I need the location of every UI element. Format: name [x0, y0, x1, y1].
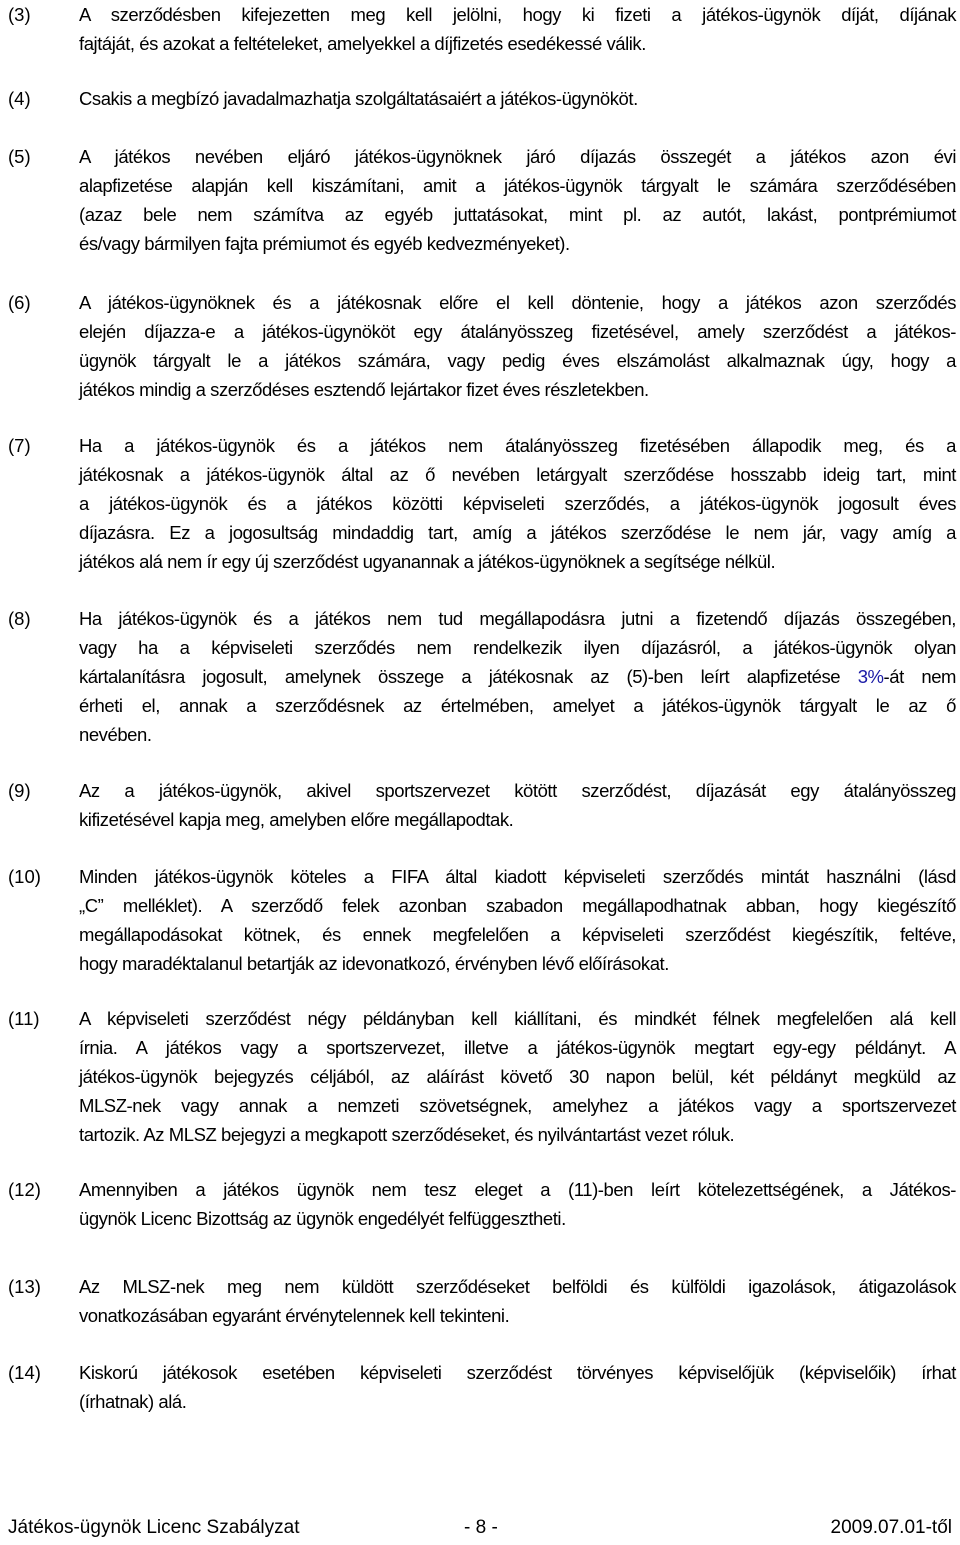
paragraph-text [79, 1272, 956, 1330]
text-line: Ha a játékos-ügynök és a játékos nem átalányösszeg fizetésében állapodik meg, és a [79, 435, 956, 456]
text-line: Csakis a megbízó javadalmazhatja szolgáltatásaiért a játékos-ügynököt. [79, 88, 638, 109]
text-line: érheti el, annak a szerződésnek az értelmében, amelyet a játékos-ügynök tárgyalt le az ő [79, 695, 956, 716]
paragraph-text [79, 604, 956, 749]
paragraph-text [79, 1004, 956, 1149]
footer-effective-date: 2009.07.01-től [830, 1517, 952, 1538]
text-line: kifizetésével kapja meg, amelyben előre megállapodtak. [79, 809, 514, 830]
text-line: (azaz bele nem számítva az egyéb juttatásokat, mint pl. az autót, lakást, pontprémiumot [79, 204, 956, 225]
paragraph-number: (11) [8, 1008, 40, 1029]
text-line: vagy ha a képviseleti szerződés nem rendelkezik ilyen díjazásról, a játékos-ügynök olyan [79, 637, 956, 658]
text-line: és/vagy bármilyen fajta prémiumot és egyéb kedvezményeket). [79, 233, 570, 254]
paragraph-number: (4) [8, 88, 31, 109]
text-line: Minden játékos-ügynök köteles a FIFA által kiadott képviseleti szerződés mintát használni (lásd [79, 866, 956, 887]
text-line: megállapodásokat kötnek, és ennek megfelelően a képviseleti szerződést kiegészítik, feltéve, [79, 924, 956, 945]
text-line: ügynök Licenc Bizottság az ügynök engedélyét felfüggesztheti. [79, 1208, 566, 1229]
text-line: Ha játékos-ügynök és a játékos nem tud megállapodásra jutni a fizetendő díjazás összegében, [79, 608, 956, 629]
text-line: MLSZ-nek vagy annak a nemzeti szövetségnek, amelyhez a játékos vagy a sportszervezet [79, 1095, 956, 1116]
text-line: „C” melléklet). A szerződő felek azonban szabadon megállapodhatnak abban, hogy kiegészítő [79, 895, 956, 916]
footer-document-title: Játékos-ügynök Licenc Szabályzat [8, 1517, 300, 1538]
text-line: elején díjazza-e a játékos-ügynököt egy átalányösszeg fizetésével, amely szerződést a játékos- [79, 321, 956, 342]
paragraph-number: (9) [8, 780, 31, 801]
text-line: A szerződésben kifejezetten meg kell jelölni, hogy ki fizeti a játékos-ügynök díját, díjának [79, 4, 956, 25]
paragraph-text [79, 862, 956, 978]
text-line: játékos mindig a szerződéses esztendő lejártakor fizet éves részletekben. [79, 379, 649, 400]
footer-page-number: - 8 - [464, 1517, 498, 1538]
paragraph-text [79, 431, 956, 576]
text-line: Az a játékos-ügynök, akivel sportszervezet kötött szerződést, díjazását egy átalányösszeg [79, 780, 956, 801]
paragraph-number: (5) [8, 146, 31, 167]
text-line: Amennyiben a játékos ügynök nem tesz eleget a (11)-ben leírt kötelezettségének, a Játékos- [79, 1179, 956, 1200]
paragraph-text [79, 0, 956, 58]
paragraph-text [79, 776, 956, 834]
text-line: Az MLSZ-nek meg nem küldött szerződéseket belföldi és külföldi igazolások, átigazolások [79, 1276, 956, 1297]
paragraph-text [79, 84, 956, 113]
paragraph-text [79, 288, 956, 404]
text-line: A képviseleti szerződést négy példányban kell kiállítani, és mindkét félnek megfelelően alá kell [79, 1008, 956, 1029]
paragraph-number: (10) [8, 866, 41, 887]
text-line: ügynök tárgyalt le a játékos számára, vagy pedig éves elszámolást alkalmaznak úgy, hogy a [79, 350, 956, 371]
text-line: A játékos nevében eljáró játékos-ügynöknek járó díjazás összegét a játékos azon évi [79, 146, 956, 167]
text-line: A játékos-ügynöknek és a játékosnak előre el kell döntenie, hogy a játékos azon szerződés [79, 292, 956, 313]
text-line: (írhatnak) alá. [79, 1391, 187, 1412]
text-line: játékos alá nem ír egy új szerződést ugyanannak a játékos-ügynöknek a segítsége nélkül. [79, 551, 776, 572]
paragraph-text [79, 1358, 956, 1416]
page-footer [0, 1515, 960, 1541]
text-line: nevében. [79, 724, 152, 745]
paragraph-text [79, 142, 956, 258]
text-line: játékosnak a játékos-ügynök által az ő nevében letárgyalt szerződése hosszabb ideig tart, mint [79, 464, 956, 485]
text-line: a játékos-ügynök és a játékos közötti képviseleti szerződés, a játékos-ügynök jogosult éves [79, 493, 956, 514]
text-line: Kiskorú játékosok esetében képviseleti szerződést törvényes képviselőjük (képviselőik) írhat [79, 1362, 956, 1383]
paragraph-number: (13) [8, 1276, 41, 1297]
text-line: hogy maradéktalanul betartják az idevonatkozó, érvényben lévő előírásokat. [79, 953, 669, 974]
paragraph-number: (7) [8, 435, 31, 456]
text-line: játékos-ügynök bejegyzés céljából, az aláírást követő 30 napon belül, két példányt megküld az [79, 1066, 956, 1087]
paragraph-number: (3) [8, 4, 31, 25]
paragraph-text [79, 1175, 956, 1233]
text-line: díjazásra. Ez a jogosultság mindaddig tart, amíg a játékos szerződése le nem jár, vagy amíg a [79, 522, 956, 543]
text-line: fajtáját, és azokat a feltételeket, amelyekkel a díjfizetés esedékessé válik. [79, 33, 646, 54]
paragraph-number: (8) [8, 608, 31, 629]
text-line: írnia. A játékos vagy a sportszervezet, illetve a játékos-ügynök megtart egy-egy példányt. A [79, 1037, 956, 1058]
text-line: tartozik. Az MLSZ bejegyzi a megkapott szerződéseket, és nyilvántartást vezet róluk. [79, 1124, 735, 1145]
text-line: vonatkozásában egyaránt érvénytelennek kell tekinteni. [79, 1305, 510, 1326]
paragraph-number: (6) [8, 292, 31, 313]
highlighted-percentage: 3% [857, 666, 884, 687]
text-line: alapfizetése alapján kell kiszámítani, amit a játékos-ügynök tárgyalt le számára szerződésében [79, 175, 956, 196]
paragraph-number: (14) [8, 1362, 41, 1383]
text-line: kártalanításra jogosult, amelynek összege a játékosnak az (5)-ben leírt alapfizetése 3%-át nem [79, 666, 956, 687]
paragraph-number: (12) [8, 1179, 41, 1200]
